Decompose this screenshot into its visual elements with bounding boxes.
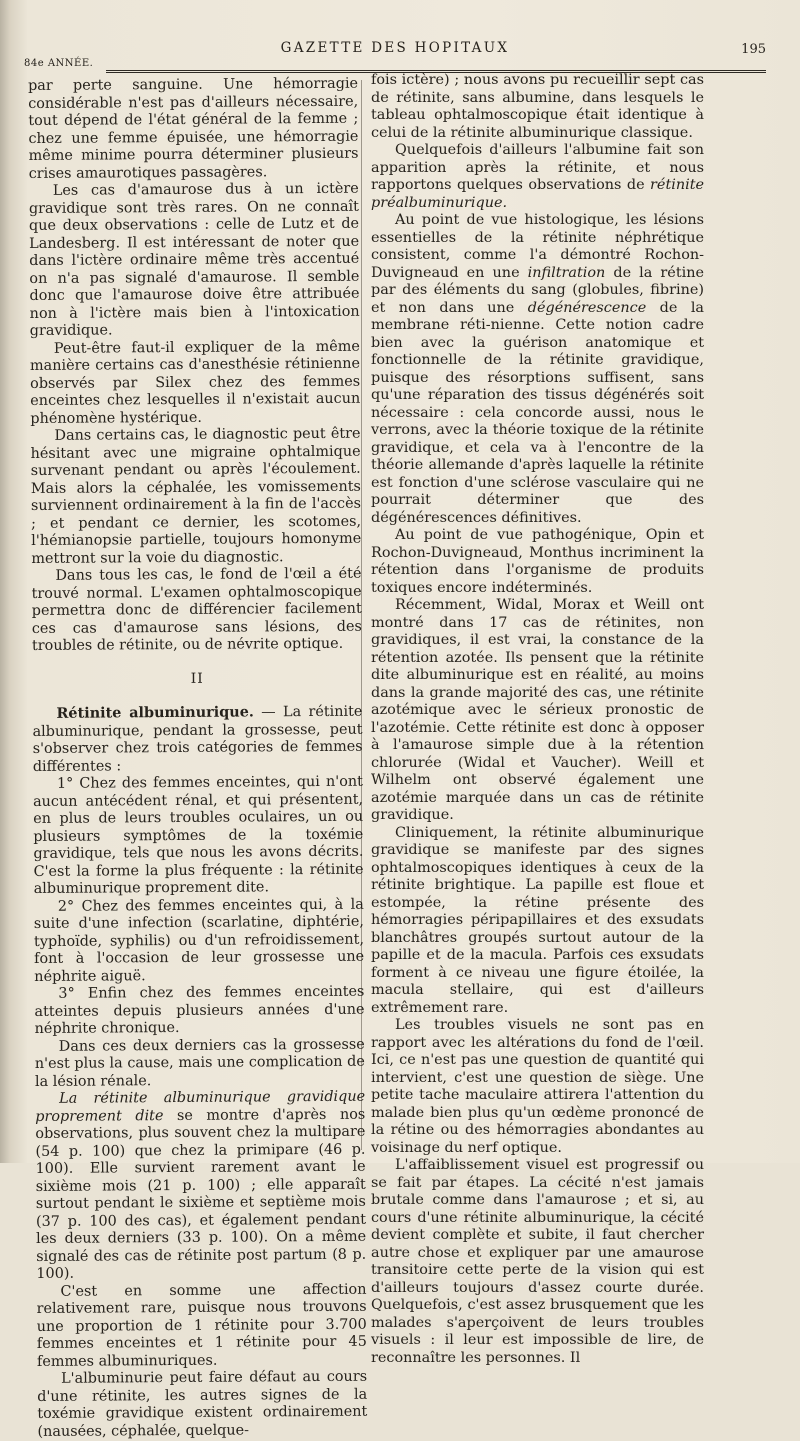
paragraph-text: de la membrane réti-nienne. Cette notion cadre bien avec la guérison anatomique et fonctionnelle de la rétinite gravidique, puisque des résorptions suffisent, sans qu'une réparation des tissus dégénérés soit nécessaire : cela concorde aussi, nous le verrons, avec la théorie toxique de la rétinite gravidique, et cela va à l'encontre de la théorie allemande d'après laquelle la rétinite est fonction d'une sclérose vasculaire qui ne pourrait déterminer que des dégénérescences définitives. bbox=[371, 299, 705, 526]
paragraph: Dans tous les cas, le fond de l'œil a été trouvé normal. L'examen ophtalmoscopique permettra donc de différencier facilement ces cas d'amaurose sans lésions, des troubles de rétinite, ou de névrite optique. bbox=[31, 565, 362, 654]
journal-title: GAZETTE DES HOPITAUX bbox=[280, 40, 510, 56]
paragraph: Dans certains cas, le diagnostic peut être hésitant avec une migraine ophtalmique survenant pendant ou après l'écoulement. Mais alors la céphalée, les vomissements surviennent ordinairement à la fin de l'accès ; et pendant ce dernier, les scotomes, l'hémianopsie partielle, toujours homonyme mettront sur la voie du diagnostic. bbox=[30, 425, 362, 567]
year-label: 84e ANNÉE. bbox=[24, 58, 94, 69]
paragraph: 3° Enfin chez des femmes enceintes atteintes depuis plusieurs années d'une néphrite chronique. bbox=[34, 983, 365, 1037]
paragraph bbox=[35, 1089, 366, 1284]
emphasis: La rétinite albuminurique gravidique proprement dite bbox=[35, 1088, 366, 1125]
paragraph bbox=[371, 212, 704, 527]
paragraph: Au point de vue pathogénique, Opin et Rochon-Duvigneaud, Monthus incriminent la rétention dans l'organisme de produits toxiques encore indéterminés. bbox=[371, 527, 704, 596]
paragraph-text: Quelquefois d'ailleurs l'albumine fait son apparition après la rétinite, et nous rapportons quelques observations de bbox=[371, 142, 704, 193]
paragraph: Les cas d'amaurose dus à un ictère gravidique sont très rares. On ne connaît que deux observations : celle de Lutz et de Landesberg. Il est intéressant de noter que dans l'ictère ordinaire même très accentué on n'a pas signalé d'amaurose. Il semble donc que l'amaurose doive être attribuée non à l'ictère mais bien à l'intoxication gravidique. bbox=[28, 180, 360, 339]
paragraph: Les troubles visuels ne sont pas en rapport avec les altérations du fond de l'œil. Ici, ce n'est pas une question de quantité qui intervient, c'est une question de siège. Une petite tache maculaire attirera l'attention du malade bien plus qu'un œdème prononcé de la rétine ou des hémorragies abondantes au voisinage du nerf optique. bbox=[371, 1017, 704, 1156]
paragraph: par perte sanguine. Une hémorragie considérable n'est pas d'ailleurs nécessaire, tout dépend de l'état général de la femme ; chez une femme épuisée, une hémorragie même minime pourra déterminer plusieurs crises amaurotiques passagères. bbox=[28, 75, 359, 182]
page-number: 195 bbox=[741, 42, 766, 57]
paragraph: Cliniquement, la rétinite albuminurique gravidique se manifeste par des signes ophtalmoscopiques identiques à ceux de la rétinite brightique. La papille est floue et estompée, la rétine présente des hémorragies péripapillaires et des exsudats blanchâtres groupés surtout autour de la papille et de la macula. Parfois ces exsudats forment à ce niveau une figure étoilée, la macula stellaire, qui est d'ailleurs extrêmement rare. bbox=[371, 824, 704, 1016]
left-column bbox=[28, 76, 368, 1441]
paragraph: C'est en somme une affection relativement rare, puisque nous trouvons une proportion de 1 rétinite pour 3.700 femmes enceintes et 1 rétinite pour 45 femmes albuminuriques. bbox=[36, 1281, 367, 1370]
right-column bbox=[371, 72, 704, 1367]
emphasis: dégénérescence bbox=[527, 299, 647, 316]
section-heading: II bbox=[190, 670, 204, 687]
paragraph-text: — La rétinite albuminurique, pendant la grossesse, peut s'observer chez trois catégories de femmes différentes : bbox=[32, 703, 363, 775]
paragraph: L'affaiblissement visuel est progressif ou se fait par étapes. La cécité n'est jamais brutale comme dans l'amaurose ; et si, au cours d'une rétinite albuminurique, la cécité devient complète et subite, il faut chercher autre chose et expliquer par une amaurose transitoire cette perte de la vision qui est d'ailleurs toujours d'assez courte durée. Quelquefois, c'est assez brusquement que les malades s'aperçoivent de leurs troubles visuels : il leur est impossible de lire, de reconnaître les personnes. Il bbox=[371, 1157, 704, 1366]
paragraph-text: se montre d'après nos observations, plus souvent chez la multipare (54 p. 100) que chez la primipare (46 p. 100). Elle survient rarement avant le sixième mois (21 p. 100) ; elle apparaît surtout pendant le sixième et septième mois (37 p. 100 des cas), et également pendant les deux derniers (33 p. 100). On a même signalé des cas de rétinite post partum (8 p. 100). bbox=[35, 1106, 367, 1282]
paragraph: Récemment, Widal, Morax et Weill ont montré dans 17 cas de rétinites, non gravidiques, il est vrai, la constance de la rétention azotée. Ils pensent que la rétinite dite albuminurique est en réalité, au moins dans la grande majorité des cas, une rétinite azotémique avec le sérieux pronostic de l'azotémie. Cette rétinite est donc à opposer à l'amaurose simple due à la rétention chlorurée (Widal et Vaucher). Weill et Wilhelm ont observé également une azotémie marquée dans un cas de rétinite gravidique. bbox=[371, 597, 704, 823]
paragraph: Dans ces deux derniers cas la grossesse n'est plus la cause, mais une complication de la lésion rénale. bbox=[34, 1036, 365, 1090]
paragraph: fois ictère) ; nous avons pu recueillir sept cas de rétinite, sans albumine, dans lesquels le tableau ophtalmoscopique était identique à celui de la rétinite albuminurique classique. bbox=[371, 72, 704, 141]
paragraph: L'albuminurie peut faire défaut au cours d'une rétinite, les autres signes de la toxémie gravidique existent ordinairement (nausées, céphalée, quelque- bbox=[37, 1368, 368, 1440]
paragraph bbox=[371, 142, 704, 212]
paragraph: 1° Chez des femmes enceintes, qui n'ont aucun antécédent rénal, et qui présentent, en plus de leurs troubles oculaires, un ou plusieurs symptômes de la toxémie gravidique, tels que nous les avons décrits. C'est la forme la plus fréquente : la rétinite albuminurique proprement dite. bbox=[32, 773, 364, 897]
subsection-title: Rétinite albuminurique. bbox=[56, 703, 254, 722]
page-header bbox=[24, 40, 766, 70]
paragraph-text: Au point de vue histologique, les lésions essentielles de la rétinite néphrétique consistent, comme l'a démontré Rochon-Duvigneaud en une bbox=[371, 212, 704, 281]
emphasis: rétinite préalbuminurique. bbox=[371, 177, 704, 211]
emphasis: infiltration bbox=[527, 264, 606, 281]
paragraph: 2° Chez des femmes enceintes qui, à la suite d'une infection (scarlatine, diphtérie, typhoïde, syphilis) ou d'un refroidissement, font à l'occasion de leur grossesse une néphrite aiguë. bbox=[33, 896, 365, 985]
paragraph: Peut-être faut-il expliquer de la même manière certains cas d'anesthésie rétinienne observés par Silex chez des femmes enceintes chez lesquelles il n'existait aucun phénomène hystérique. bbox=[29, 338, 361, 427]
paragraph bbox=[32, 703, 362, 776]
paragraph-text: de la rétine par des éléments du sang (globules, fibrine) et non dans une bbox=[371, 264, 704, 316]
